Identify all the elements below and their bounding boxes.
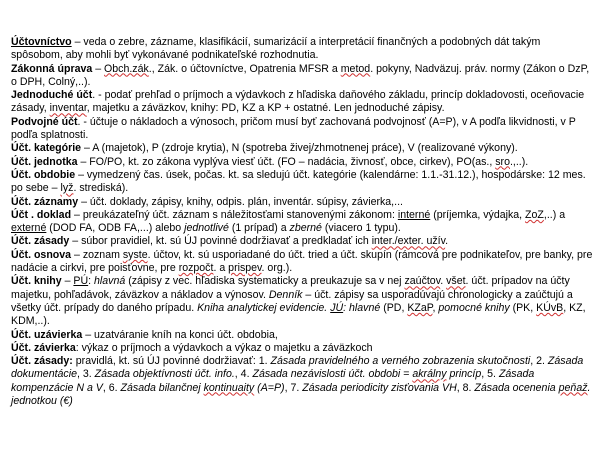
- text-run: – FO/PO, kt. zo zákona vyplýva viesť účt. (FO – nadácia, živnosť, obce, cirkev), PO(as.,: [77, 155, 496, 168]
- paragraph: [11, 156, 594, 169]
- paragraph: [11, 342, 594, 355]
- term-heading: Účt. obdobie: [11, 168, 76, 181]
- text-run: , KZ, KDM,..).: [11, 301, 586, 328]
- text-run: peňaž: [558, 381, 588, 394]
- text-run: ZoZ: [525, 208, 544, 221]
- text-run: rozpočt: [178, 262, 214, 275]
- text-run: .: [440, 275, 447, 288]
- text-run: všet: [446, 275, 466, 288]
- paragraph: [11, 169, 594, 196]
- term-heading: Účt . doklad: [11, 208, 72, 221]
- term-heading: Účt. uzávierka: [11, 328, 83, 341]
- text-run: =: [400, 368, 413, 381]
- text-run: . org.).: [261, 262, 293, 275]
- text-run: , 6.: [102, 381, 121, 394]
- text-run: hlavná: [94, 275, 126, 288]
- term-heading: Účtovníctvo: [11, 36, 72, 48]
- text-run: (zápisy z vec. hľadiska systematicky a preukazuje sa v nej: [125, 275, 405, 288]
- paragraph: [11, 89, 594, 116]
- term-heading: Účt. záznamy: [11, 195, 79, 208]
- text-run: interné: [397, 208, 431, 221]
- text-run: Denník: [268, 288, 303, 301]
- text-run: lyž: [60, 182, 74, 195]
- paragraph: [11, 209, 594, 236]
- document-page: [11, 36, 594, 408]
- text-run: Zásada kompenzácie N a V: [11, 368, 535, 394]
- text-run: (PD,: [380, 301, 408, 314]
- text-run: Zásada dokumentácie: [11, 355, 584, 381]
- text-run: – uzatváranie kníh na konci účt. obdobia,: [82, 328, 278, 341]
- text-run: – súbor pravidiel, kt. sú ÚJ povinné dodržiavať a predkladať ich: [69, 235, 372, 248]
- text-run: Zásada bilančnej: [120, 381, 204, 394]
- text-run: , 3.: [76, 368, 95, 381]
- term-heading: Účt. osnova: [11, 248, 72, 261]
- text-run: (A=P): [254, 381, 285, 394]
- term-heading: Účt. zásady:: [11, 355, 73, 368]
- text-run: prispev: [228, 262, 262, 275]
- paragraph: [11, 196, 594, 209]
- text-run: zberné: [289, 222, 322, 235]
- text-run: . strediská).: [73, 182, 129, 195]
- term-heading: Účt. kategórie: [11, 142, 82, 155]
- text-run: metod: [340, 62, 371, 75]
- text-run: . účtov, kt. sú usporiadané do účt. tried a účt. skupín (rámcová pre podnikateľov, pre banky, pre nadácie a cirkvi, pre poisťovne, pre: [11, 248, 593, 275]
- paragraph: [11, 355, 594, 408]
- text-run: (DOD FA, ODB FA,...) alebo: [46, 222, 185, 235]
- term-heading: Účt. knihy: [11, 275, 62, 288]
- text-run: inventar: [49, 102, 87, 115]
- text-run: syste: [122, 248, 148, 261]
- text-run: . - podať prehľad o príjmoch a výdavkoch z hľadiska daňového základu, princíp dokladovosti, oceňovacie zásady,: [11, 89, 585, 115]
- text-run: . účt. prípadov na účty majetku, pohľadávok, záväzkov a nákladov a výnosov.: [11, 275, 570, 301]
- paragraph: [11, 116, 594, 143]
- text-run: :: [88, 275, 95, 288]
- text-run: Kniha analytickej evidencie.: [197, 301, 331, 314]
- paragraph: [11, 63, 594, 90]
- text-run: .,..).: [509, 155, 529, 168]
- text-run: – účt. zápisy sa usporadúvajú chronologicky a zaúčtujú a všetky účt. prípady do daného prípadu.: [11, 288, 573, 314]
- text-run: kontinuaity: [203, 381, 255, 394]
- text-run: , 8.: [456, 381, 475, 394]
- text-run: KZaP: [407, 301, 433, 314]
- text-run: Zásada pravidelného a verného zobrazenia skutočnosti: [270, 355, 531, 368]
- text-run: (príjemka, výdajka,: [430, 208, 526, 221]
- text-run: , 4.: [234, 368, 253, 381]
- paragraph: [11, 142, 594, 155]
- text-run: sro: [495, 155, 510, 168]
- paragraph: [11, 329, 594, 342]
- text-run: –: [61, 275, 74, 288]
- text-run: (1 prípad) a: [228, 222, 290, 235]
- text-run: ,..) a: [543, 208, 566, 221]
- text-run: Zásada nezávislosti účt. obdobi: [252, 368, 401, 381]
- paragraph: [11, 275, 594, 328]
- text-run: – veda o zebre, zázname, klasifikácií, sumarizácií a interpretácií finančných a podobných dát takým spôsobom, aby mohli byť vykonávané podnikateľské rozhodnutia.: [11, 36, 541, 62]
- text-run: PÚ: [73, 275, 89, 288]
- paragraph: [11, 36, 594, 63]
- term-heading: Účt. jednotka: [11, 155, 78, 168]
- text-run: inter./exter. užív: [371, 235, 446, 248]
- text-run: , 5.: [481, 368, 499, 381]
- text-run: Zásada objektívnosti účt. info.: [94, 368, 235, 381]
- text-run: , majetku a záväzkov, knihy: PD, KZ a KP + ostatné. Len jednoduché zápisy.: [86, 102, 445, 115]
- text-run: – účt. doklady, zápisy, knihy, odpis. plán, inventár. súpisy, závierka,...: [78, 195, 403, 208]
- text-run: . jednotkou (€): [11, 381, 591, 408]
- text-run: : výkaz o príjmoch a výdavkoch a výkaz o majetku a záväzkoch: [75, 341, 373, 354]
- text-run: pomocné knihy: [438, 301, 510, 314]
- text-run: . a: [213, 262, 229, 275]
- text-run: (viacero 1 typu).: [321, 222, 401, 235]
- text-run: , 2.: [530, 355, 548, 368]
- text-run: . - účtuje o nákladoch a výnosoch, pričom musí byť zachovaná podvojnosť (A=P), v A podľa likvidnosti, v P podľa splatnosti.: [11, 115, 576, 142]
- text-run: jednotlivé: [184, 222, 229, 235]
- text-run: ., Zák. o účtovníctve, Opatrenia MFSR a: [148, 62, 341, 75]
- text-run: , 7.: [284, 381, 303, 394]
- text-run: Zásada periodicity zisťovania VH: [302, 381, 457, 394]
- paragraph: [11, 249, 594, 276]
- text-run: princíp: [446, 368, 482, 381]
- term-heading: Jednoduché účt: [11, 89, 93, 102]
- paragraph: [11, 235, 594, 248]
- text-run: –: [92, 62, 105, 75]
- term-heading: Podvojné účt: [11, 115, 78, 128]
- text-run: : hlavné: [343, 301, 381, 314]
- text-run: – vymedzený čas. úsek, počas. kt. sa sledujú účt. kategórie (kalendárne: 1.1.-31.12.), hospodárske: 12 mes. po sebe –: [11, 168, 586, 195]
- text-run: . pokyny, Nadväzuj. práv. normy (Zákon o DzP, o DPH, Colný,..).: [11, 62, 590, 88]
- text-run: KÚvB: [536, 301, 564, 314]
- text-run: (PK,: [509, 301, 537, 314]
- text-run: Zásada ocenenia: [474, 381, 559, 394]
- text-run: – preukázateľný účt. záznam s náležitosťami stanovenými zákonom:: [71, 208, 398, 221]
- term-heading: Účt. zásady: [11, 235, 70, 248]
- text-run: Obch.zák: [104, 62, 149, 75]
- text-run: JÚ: [330, 301, 344, 314]
- term-heading: Účt. závierka: [11, 341, 76, 354]
- text-run: – zoznam: [71, 248, 123, 261]
- text-run: – A (majetok), P (zdroje krytia), N (spotreba živej/zhmotnenej práce), V (realizované výkony).: [81, 142, 518, 155]
- text-run: externé: [11, 222, 47, 235]
- text-run: ,: [432, 301, 439, 314]
- text-run: akrálny: [412, 368, 447, 381]
- text-run: pravidlá, kt. sú ÚJ povinné dodržiavať: 1.: [72, 355, 271, 368]
- text-run: zaúčtov: [404, 275, 441, 288]
- term-heading: Zákonná úprava: [11, 62, 93, 75]
- text-run: .: [445, 235, 449, 248]
